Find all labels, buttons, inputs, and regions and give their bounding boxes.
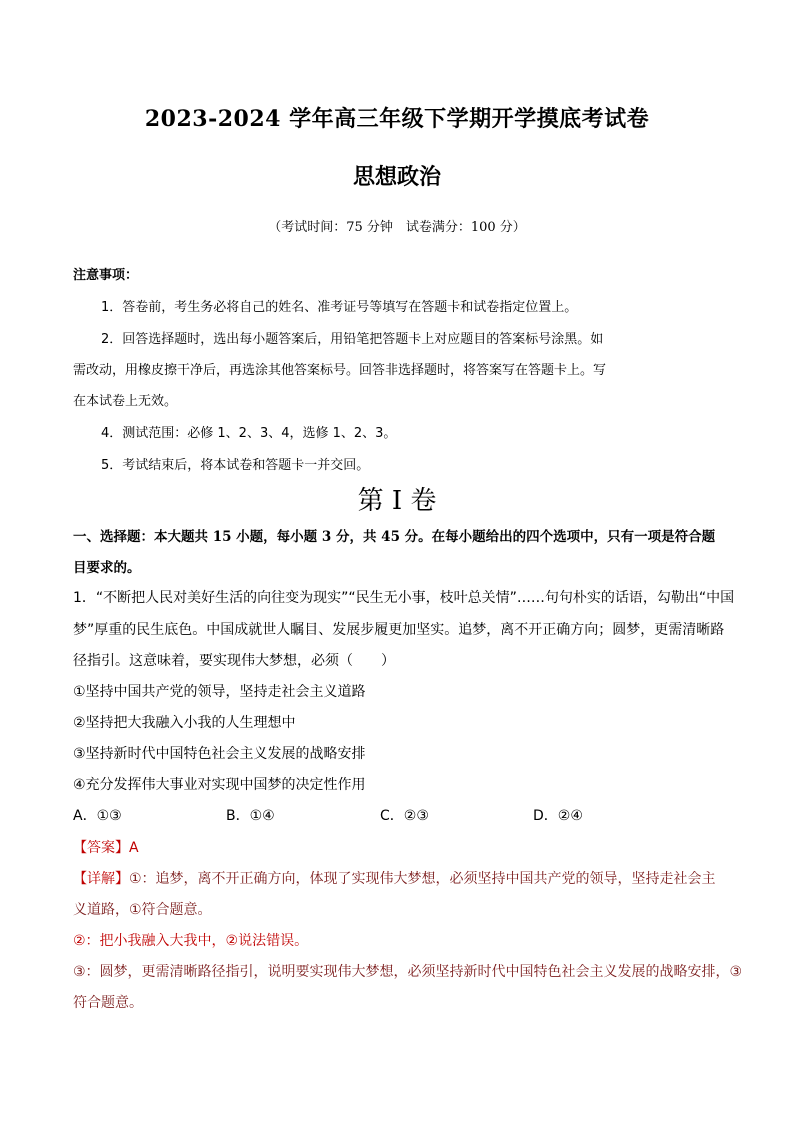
explanation-text-1: ①：追梦，离不开正确方向，体现了实现伟大梦想，必须坚持中国共产党的领导，坚持走社会主: [129, 871, 716, 887]
choice-b: B．①④: [226, 808, 275, 824]
explanation-line-5: 符合题意。: [73, 995, 143, 1011]
section-instructions-cont: 目要求的。: [73, 560, 141, 576]
choice-c: C．②③: [380, 808, 429, 824]
notice-heading: 注意事项：: [73, 268, 139, 283]
choice-d: D．②④: [533, 808, 583, 824]
answer-tag: 【答案】: [73, 840, 129, 856]
question-1-stem-cont: 梦”厚重的民生底色。中国成就世人瞩目、发展步履更加坚实。追梦，离不开正确方向；圆梦，更需清晰路: [73, 622, 725, 638]
notice-item-2-cont: 需改动，用橡皮擦干净后，再选涂其他答案标号。回答非选择题时，将答案写在答题卡上。写: [73, 363, 607, 378]
subject-title: 思想政治: [352, 164, 441, 190]
notice-item-1: 1．答卷前，考生务必将自己的姓名、准考证号等填写在答题卡和试卷指定位置上。: [101, 300, 578, 315]
statement-1: ①坚持中国共产党的领导，坚持走社会主义道路: [73, 684, 366, 700]
statement-3: ③坚持新时代中国特色社会主义发展的战略安排: [73, 746, 366, 762]
notice-item-5: 5．考试结束后，将本试卷和答题卡一并交回。: [101, 458, 370, 473]
statement-2: ②坚持把大我融入小我的人生理想中: [73, 715, 296, 731]
explanation-line-4: ③：圆梦，更需清晰路径指引，说明要实现伟大梦想，必须坚持新时代中国特色社会主义发展的战略安排，③: [73, 964, 743, 980]
exam-title: 2023-2024 学年高三年级下学期开学摸底考试卷: [144, 106, 650, 132]
notice-item-2-end: 在本试卷上无效。: [73, 394, 178, 409]
choice-a: A．①③: [73, 808, 122, 824]
part-title: 第 I 卷: [357, 486, 437, 516]
statement-4: ④充分发挥伟大事业对实现中国梦的决定性作用: [73, 777, 366, 793]
explanation-line-2: 义道路，①符合题意。: [73, 902, 212, 918]
question-1-stem: 1．“不断把人民对美好生活的向往变为现实”“民生无小事，枝叶总关情”……句句朴实的话语，勾勒出“中国: [73, 590, 735, 606]
exam-info: （考试时间：75 分钟 试卷满分：100 分）: [268, 220, 526, 235]
notice-item-2: 2．回答选择题时，选出每小题答案后，用铅笔把答题卡上对应题目的答案标号涂黑。如: [101, 332, 604, 347]
question-1-stem-end: 径指引。这意味着，要实现伟大梦想，必须（ ）: [73, 653, 395, 669]
answer-value: A: [129, 840, 139, 856]
notice-item-4: 4．测试范围：必修 1、2、3、4，选修 1、2、3。: [101, 426, 397, 441]
section-instructions: 一、选择题：本大题共 15 小题，每小题 3 分，共 45 分。在每小题给出的四个选项中，只有一项是符合题: [73, 529, 716, 545]
explanation-line-1: [73, 868, 716, 888]
answer-line: [73, 837, 139, 857]
explanation-tag: 【详解】: [73, 871, 129, 887]
explanation-line-3: ②：把小我融入大我中，②说法错误。: [73, 933, 309, 949]
